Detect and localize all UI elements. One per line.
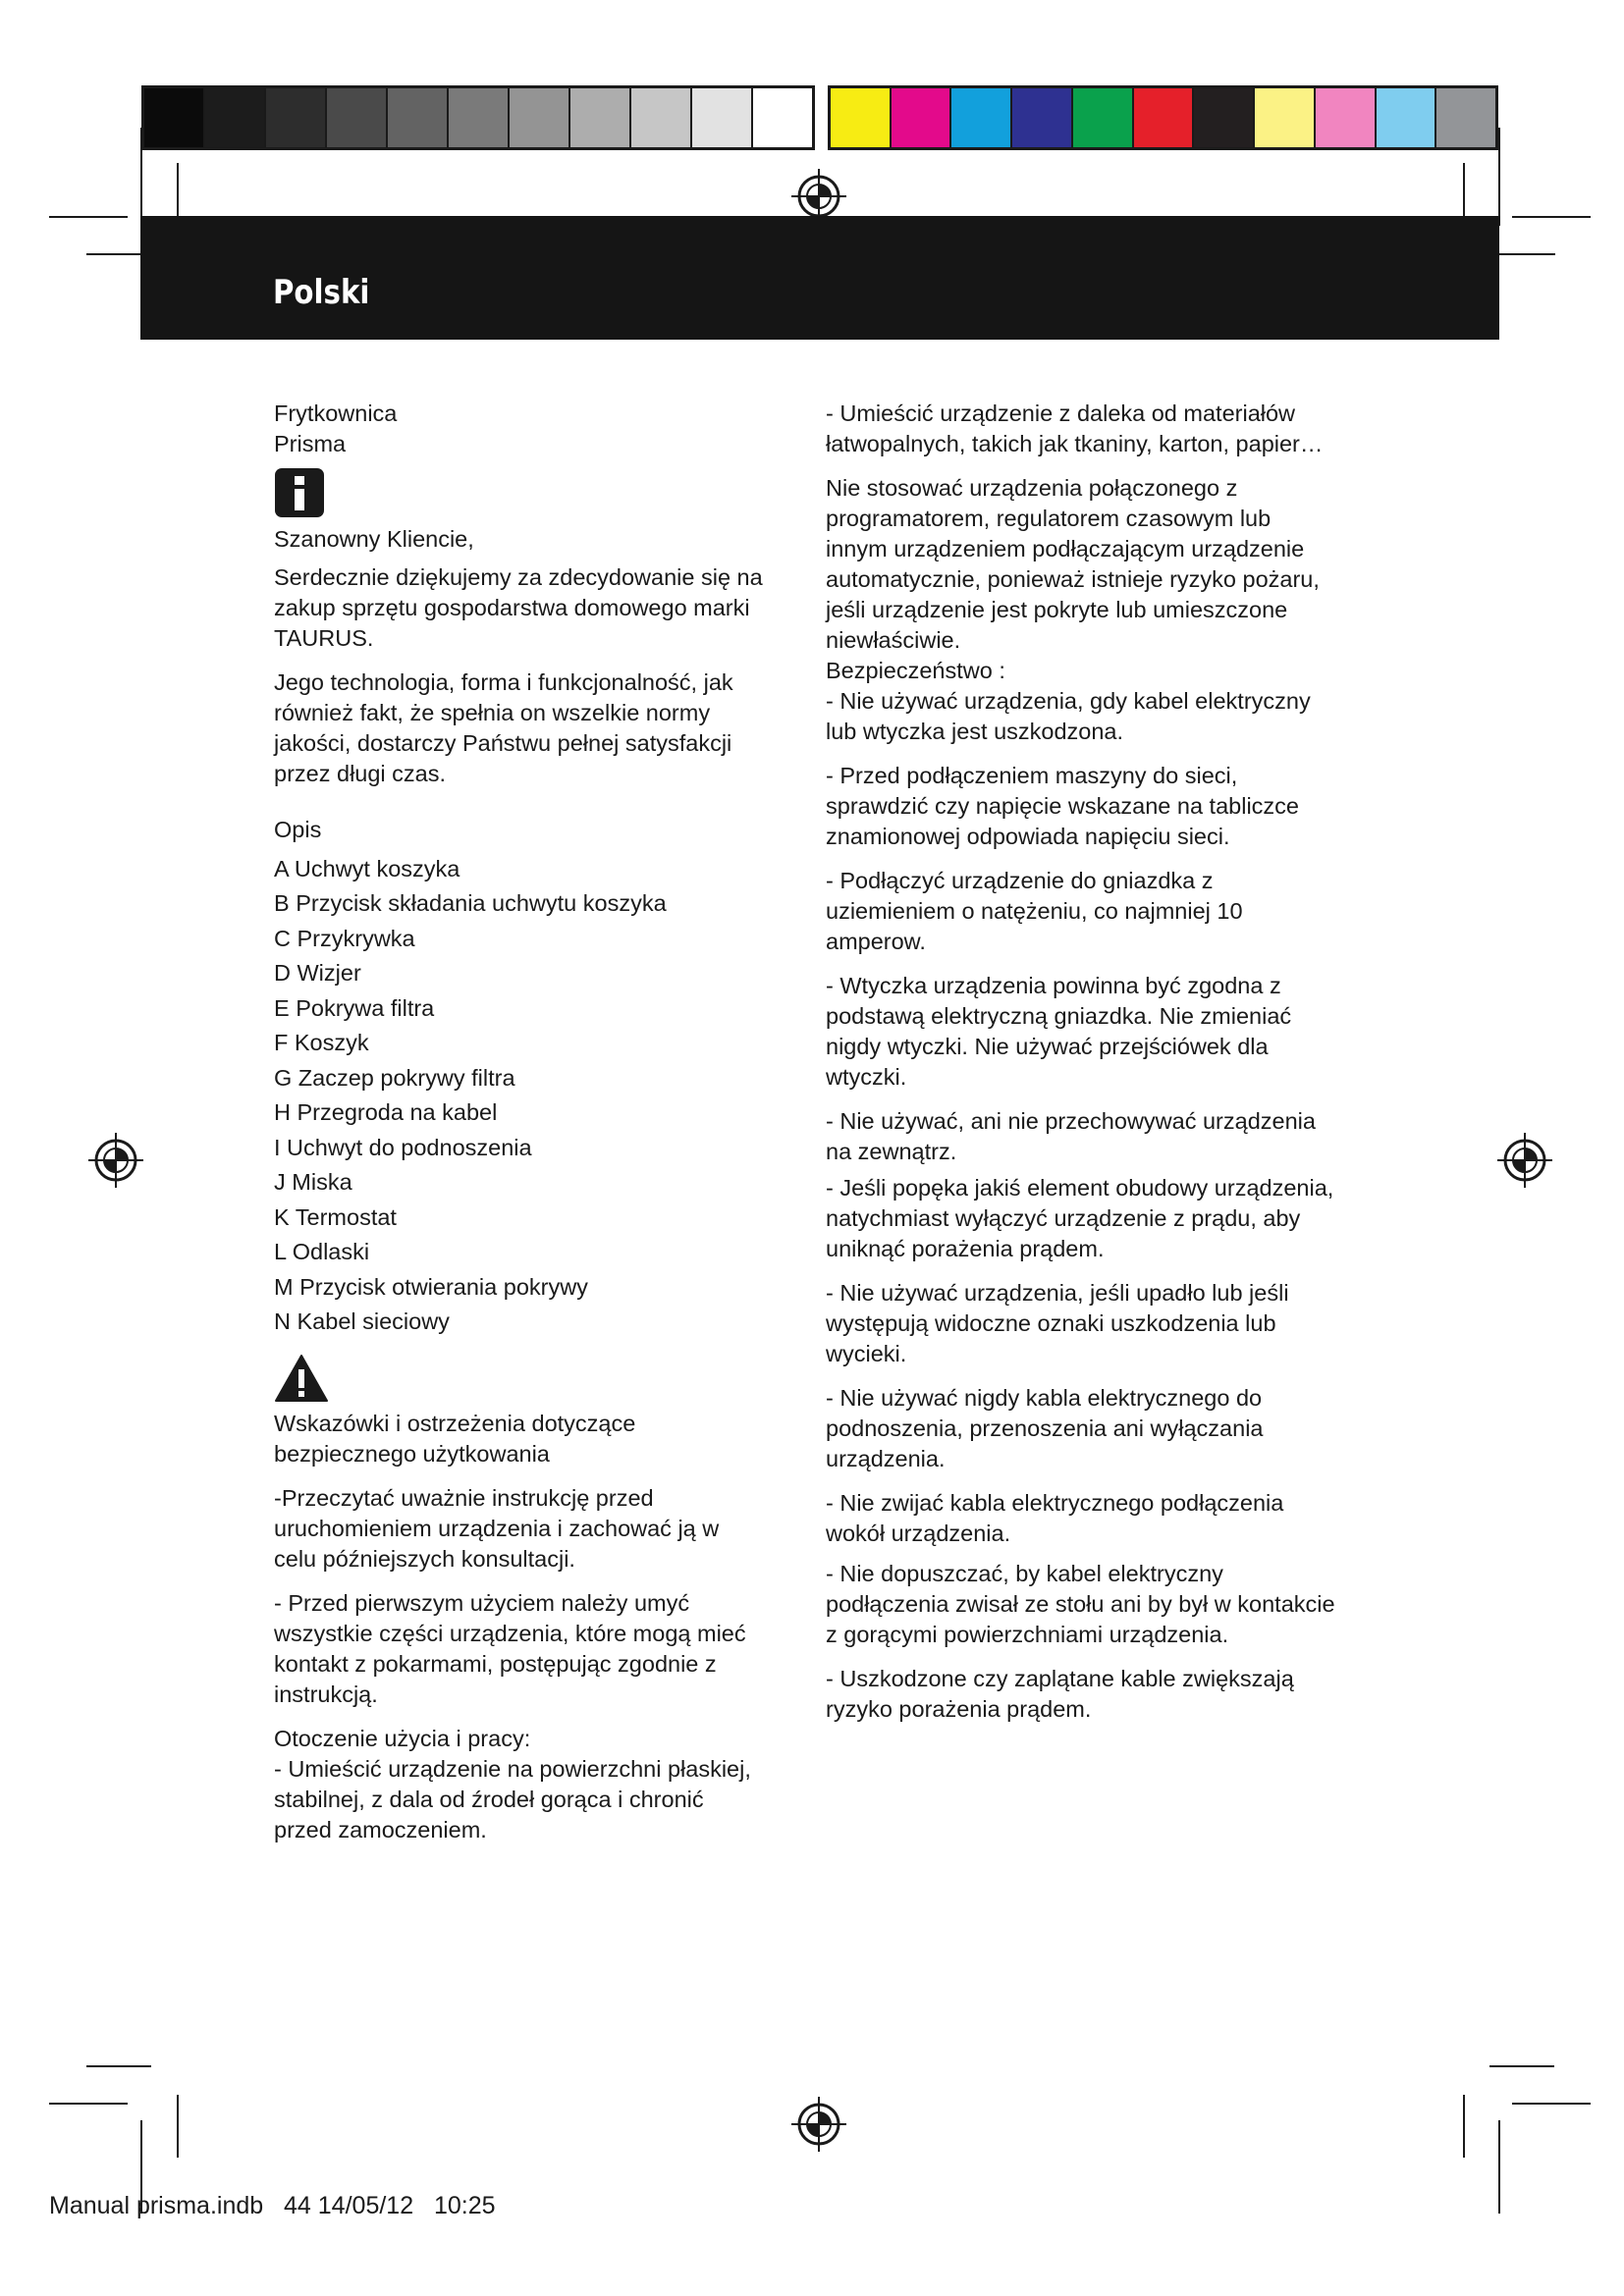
gray-swatch xyxy=(386,88,447,147)
list-item: - Jeśli popęka jakiś element obudowy urządzenia, natychmiast wyłączyć urządzenie z prądu, aby uniknąć porażenia prądem. xyxy=(826,1175,1334,1261)
color-swatch xyxy=(1253,88,1314,147)
list-item: M Przycisk otwierania pokrywy xyxy=(274,1273,588,1300)
gray-swatch xyxy=(508,88,568,147)
list-item: - Przed podłączeniem maszyny do sieci, sprawdzić czy napięcie wskazane na tabliczce znamionowej odpowiada napięciu sieci. xyxy=(826,763,1299,849)
registration-mark-icon xyxy=(791,2097,846,2152)
list-item: - Nie używać urządzenia, jeśli upadło lub jeśli występują widoczne oznaki uszkodzenia lub wycieki. xyxy=(826,1280,1289,1366)
gray-swatch xyxy=(568,88,629,147)
greeting: Szanowny Kliencie, xyxy=(274,526,474,552)
color-swatch xyxy=(1132,88,1193,147)
info-icon xyxy=(274,467,325,518)
slug-time: 10:25 xyxy=(433,2192,496,2219)
list-item: - Nie dopuszczać, by kabel elektryczny podłączenia zwisał ze stołu ani by był w kontakcie z gorącymi powierzchniami urządzenia. xyxy=(826,1561,1335,1647)
gray-swatch xyxy=(690,88,751,147)
gray-swatch xyxy=(629,88,690,147)
print-slug xyxy=(49,2192,496,2220)
gray-swatch xyxy=(447,88,508,147)
no-timer-warning: Nie stosować urządzenia połączonego z programatorem, regulatorem czasowym lub innym urządzeniem podłączającym urządzenie automatycznie, ponieważ istnieje ryzyko pożaru, jeśli urządzenie jest pokryte lub umieszczone niewłaściwie. xyxy=(826,475,1320,653)
color-swatch xyxy=(890,88,950,147)
grayscale-calibration-bar xyxy=(141,85,815,150)
color-swatch xyxy=(1435,88,1495,147)
registration-mark-icon xyxy=(1497,1133,1552,1188)
color-swatch xyxy=(1314,88,1375,147)
gray-swatch xyxy=(751,88,812,147)
list-item: - Nie używać nigdy kabla elektrycznego do podnoszenia, przenoszenia ani wyłączania urządzenia. xyxy=(826,1385,1264,1471)
product-model: Prisma xyxy=(274,431,347,456)
color-swatch xyxy=(1375,88,1435,147)
list-item: L Odlaski xyxy=(274,1239,370,1264)
intro-paragraph-1: Serdecznie dziękujemy za zdecydowanie się na zakup sprzętu gospodarstwa domowego marki TAURUS. xyxy=(274,564,763,651)
description-heading: Opis xyxy=(274,817,322,842)
list-item: - Uszkodzone czy zaplątane kable zwiększają ryzyko porażenia prądem. xyxy=(826,1666,1294,1722)
safety-read-instructions: -Przeczytać uważnie instrukcję przed uruchomieniem urządzenia i zachować ją w celu późniejszych konsultacji. xyxy=(274,1484,720,1572)
list-item: - Nie używać, ani nie przechowywać urządzenia na zewnątrz. xyxy=(826,1108,1316,1164)
environment-heading: Otoczenie użycia i pracy: xyxy=(274,1725,531,1751)
list-item: C Przykrywka xyxy=(274,925,415,951)
color-swatch xyxy=(1071,88,1132,147)
color-swatch xyxy=(1010,88,1071,147)
list-item: K Termostat xyxy=(274,1203,397,1230)
list-item: A Uchwyt koszyka xyxy=(274,855,460,881)
list-item: G Zaczep pokrywy filtra xyxy=(274,1064,515,1091)
environment-item-1: - Umieścić urządzenie na powierzchni płaskiej, stabilnej, z dala od źrodeł gorąca i chronić przed zamoczeniem. xyxy=(274,1755,751,1842)
slug-file: Manual prisma.indb xyxy=(49,2192,264,2219)
section-header-band xyxy=(140,216,1499,340)
gray-swatch xyxy=(325,88,386,147)
environment-item-2: - Umieścić urządzenie z daleka od materiałów łatwopalnych, takich jak tkaniny, karton, papier… xyxy=(826,400,1324,456)
list-item: - Nie używać urządzenia, gdy kabel elektryczny lub wtyczka jest uszkodzona. xyxy=(826,688,1311,744)
list-item: E Pokrywa filtra xyxy=(274,994,435,1021)
product-type: Frytkownica xyxy=(274,400,398,426)
safety-heading: Wskazówki i ostrzeżenia dotyczące bezpiecznego użytkowania xyxy=(274,1410,636,1467)
electrical-safety-heading: Bezpieczeństwo : xyxy=(826,658,1005,683)
slug-page: 44 xyxy=(284,2192,311,2219)
slug-date: 14/05/12 xyxy=(317,2192,414,2219)
list-item: J Miska xyxy=(274,1169,352,1195)
list-item: - Nie zwijać kabla elektrycznego podłączenia wokół urządzenia. xyxy=(826,1490,1284,1546)
list-item: H Przegroda na kabel xyxy=(274,1099,498,1125)
section-title: Polski xyxy=(273,273,370,312)
gray-swatch xyxy=(203,88,264,147)
color-swatch xyxy=(949,88,1010,147)
color-swatch xyxy=(831,88,890,147)
list-item: - Wtyczka urządzenia powinna być zgodna z podstawą elektryczną gniazdka. Nie zmieniać nigdy wtyczki. Nie używać przejściówek dla wtyczki. xyxy=(826,973,1292,1090)
safety-clean-before-use: - Przed pierwszym użyciem należy umyć wszystkie części urządzenia, które mogą mieć kontakt z pokarmami, postępując zgodnie z instrukcją. xyxy=(274,1589,746,1707)
list-item: B Przycisk składania uchwytu koszyka xyxy=(274,890,667,916)
intro-paragraph-2: Jego technologia, forma i funkcjonalność, jak również fakt, że spełnia on wszelkie normy jakości, dostarczy Państwu pełnej satysfakcji przez długi czas. xyxy=(274,669,733,786)
parts-list xyxy=(274,852,765,1340)
right-column xyxy=(826,399,1336,1736)
registration-mark-icon xyxy=(88,1133,143,1188)
warning-triangle-icon xyxy=(274,1354,329,1403)
list-item: N Kabel sieciowy xyxy=(274,1308,450,1334)
gray-swatch xyxy=(264,88,325,147)
list-item: I Uchwyt do podnoszenia xyxy=(274,1134,532,1160)
list-item: F Koszyk xyxy=(274,1030,369,1055)
list-item: D Wizjer xyxy=(274,960,361,986)
list-item: - Podłączyć urządzenie do gniazdka z uziemieniem o natężeniu, co najmniej 10 amperow. xyxy=(826,868,1243,954)
color-calibration-bar xyxy=(828,85,1498,150)
gray-swatch xyxy=(144,88,203,147)
color-swatch xyxy=(1192,88,1253,147)
left-column xyxy=(274,399,765,1845)
